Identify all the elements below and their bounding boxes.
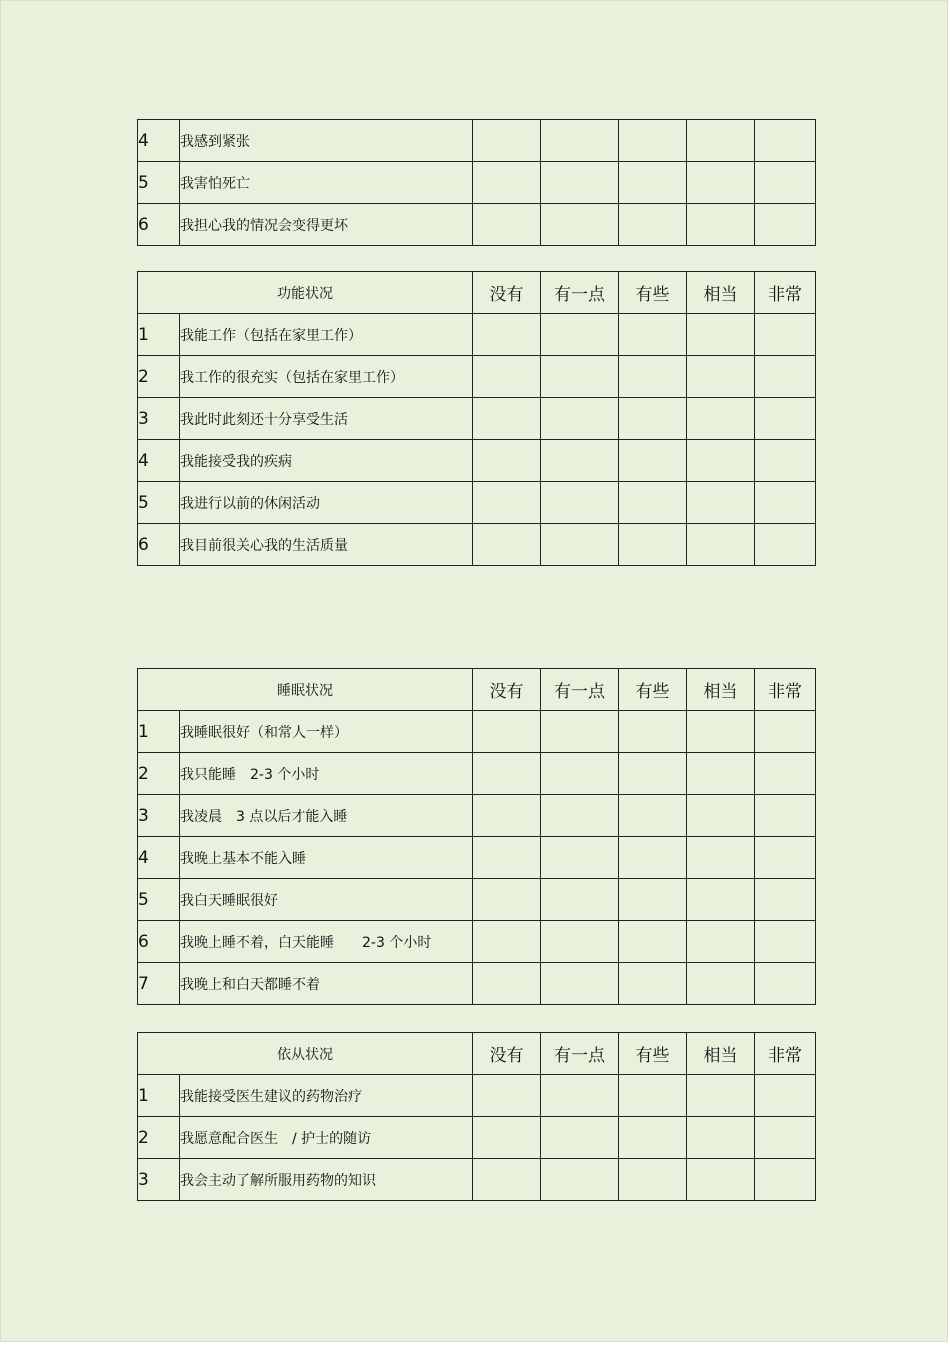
answer-cell-quite[interactable] — [687, 524, 755, 566]
answer-cell-a-little[interactable] — [541, 398, 619, 440]
answer-cell-none[interactable] — [473, 314, 541, 356]
answer-cell-a-little[interactable] — [541, 162, 619, 204]
answer-cell-very[interactable] — [755, 356, 816, 398]
answer-cell-none[interactable] — [473, 837, 541, 879]
function-table — [137, 271, 816, 566]
item-number: 5 — [138, 162, 180, 204]
answer-cell-quite[interactable] — [687, 120, 755, 162]
answer-cell-none[interactable] — [473, 1159, 541, 1201]
item-text: 我晚上睡不着，白天能睡 2-3 个小时 — [180, 921, 473, 963]
column-header-very: 非常 — [755, 669, 816, 711]
item-number: 3 — [138, 795, 180, 837]
answer-cell-somewhat[interactable] — [619, 921, 687, 963]
emotion-table-continued — [137, 119, 816, 246]
table-header-row — [138, 1033, 816, 1075]
table-row — [138, 1117, 816, 1159]
item-number: 2 — [138, 1117, 180, 1159]
column-header-somewhat: 有些 — [619, 272, 687, 314]
answer-cell-very[interactable] — [755, 795, 816, 837]
answer-cell-none[interactable] — [473, 1075, 541, 1117]
item-number: 6 — [138, 524, 180, 566]
table-header-row — [138, 669, 816, 711]
answer-cell-somewhat[interactable] — [619, 753, 687, 795]
answer-cell-somewhat[interactable] — [619, 795, 687, 837]
item-number: 6 — [138, 921, 180, 963]
answer-cell-a-little[interactable] — [541, 795, 619, 837]
item-text: 我能接受我的疾病 — [180, 440, 473, 482]
item-number: 1 — [138, 1075, 180, 1117]
answer-cell-none[interactable] — [473, 795, 541, 837]
sleep-table — [137, 668, 816, 1005]
answer-cell-quite[interactable] — [687, 162, 755, 204]
answer-cell-quite[interactable] — [687, 398, 755, 440]
answer-cell-somewhat[interactable] — [619, 204, 687, 246]
answer-cell-a-little[interactable] — [541, 120, 619, 162]
table-row — [138, 753, 816, 795]
column-header-very: 非常 — [755, 272, 816, 314]
answer-cell-none[interactable] — [473, 1117, 541, 1159]
table-row — [138, 963, 816, 1005]
table-row — [138, 162, 816, 204]
column-header-a-little: 有一点 — [541, 272, 619, 314]
item-text: 我会主动了解所服用药物的知识 — [180, 1159, 473, 1201]
answer-cell-none[interactable] — [473, 482, 541, 524]
answer-cell-a-little[interactable] — [541, 204, 619, 246]
table-row — [138, 120, 816, 162]
answer-cell-very[interactable] — [755, 398, 816, 440]
answer-cell-somewhat[interactable] — [619, 711, 687, 753]
item-text: 我担心我的情况会变得更坏 — [180, 204, 473, 246]
item-text: 我进行以前的休闲活动 — [180, 482, 473, 524]
answer-cell-very[interactable] — [755, 440, 816, 482]
answer-cell-somewhat[interactable] — [619, 879, 687, 921]
answer-cell-a-little[interactable] — [541, 440, 619, 482]
column-header-none: 没有 — [473, 272, 541, 314]
table-row — [138, 314, 816, 356]
answer-cell-very[interactable] — [755, 753, 816, 795]
answer-cell-very[interactable] — [755, 482, 816, 524]
answer-cell-very[interactable] — [755, 524, 816, 566]
answer-cell-somewhat[interactable] — [619, 837, 687, 879]
answer-cell-somewhat[interactable] — [619, 963, 687, 1005]
item-number: 5 — [138, 879, 180, 921]
answer-cell-none[interactable] — [473, 204, 541, 246]
item-text: 我此时此刻还十分享受生活 — [180, 398, 473, 440]
answer-cell-quite[interactable] — [687, 1117, 755, 1159]
answer-cell-very[interactable] — [755, 921, 816, 963]
item-text: 我能工作（包括在家里工作） — [180, 314, 473, 356]
answer-cell-quite[interactable] — [687, 711, 755, 753]
item-text: 我白天睡眠很好 — [180, 879, 473, 921]
table-row — [138, 482, 816, 524]
answer-cell-somewhat[interactable] — [619, 1159, 687, 1201]
item-number: 2 — [138, 753, 180, 795]
answer-cell-quite[interactable] — [687, 314, 755, 356]
column-header-quite: 相当 — [687, 1033, 755, 1075]
answer-cell-somewhat[interactable] — [619, 356, 687, 398]
table-row — [138, 204, 816, 246]
section-title: 功能状况 — [138, 272, 473, 314]
column-header-none: 没有 — [473, 669, 541, 711]
table-row — [138, 440, 816, 482]
answer-cell-quite[interactable] — [687, 921, 755, 963]
answer-cell-somewhat[interactable] — [619, 162, 687, 204]
answer-cell-somewhat[interactable] — [619, 1117, 687, 1159]
section-title: 睡眠状况 — [138, 669, 473, 711]
column-header-a-little: 有一点 — [541, 669, 619, 711]
answer-cell-very[interactable] — [755, 204, 816, 246]
item-text: 我工作的很充实（包括在家里工作） — [180, 356, 473, 398]
answer-cell-none[interactable] — [473, 524, 541, 566]
answer-cell-none[interactable] — [473, 963, 541, 1005]
item-number: 2 — [138, 356, 180, 398]
item-number: 3 — [138, 1159, 180, 1201]
answer-cell-a-little[interactable] — [541, 524, 619, 566]
answer-cell-quite[interactable] — [687, 837, 755, 879]
answer-cell-very[interactable] — [755, 711, 816, 753]
answer-cell-a-little[interactable] — [541, 1117, 619, 1159]
answer-cell-none[interactable] — [473, 753, 541, 795]
column-header-quite: 相当 — [687, 669, 755, 711]
answer-cell-very[interactable] — [755, 1117, 816, 1159]
item-number: 1 — [138, 314, 180, 356]
compliance-table — [137, 1032, 816, 1201]
item-number: 7 — [138, 963, 180, 1005]
item-text: 我睡眠很好（和常人一样） — [180, 711, 473, 753]
table-row — [138, 524, 816, 566]
table-header-row — [138, 272, 816, 314]
column-header-very: 非常 — [755, 1033, 816, 1075]
item-text: 我能接受医生建议的药物治疗 — [180, 1075, 473, 1117]
answer-cell-somewhat[interactable] — [619, 440, 687, 482]
answer-cell-very[interactable] — [755, 1159, 816, 1201]
item-number: 1 — [138, 711, 180, 753]
table-row — [138, 795, 816, 837]
answer-cell-quite[interactable] — [687, 482, 755, 524]
item-number: 5 — [138, 482, 180, 524]
answer-cell-none[interactable] — [473, 162, 541, 204]
answer-cell-a-little[interactable] — [541, 711, 619, 753]
column-header-somewhat: 有些 — [619, 669, 687, 711]
item-text: 我愿意配合医生 / 护士的随访 — [180, 1117, 473, 1159]
answer-cell-somewhat[interactable] — [619, 398, 687, 440]
answer-cell-quite[interactable] — [687, 356, 755, 398]
answer-cell-a-little[interactable] — [541, 921, 619, 963]
answer-cell-a-little[interactable] — [541, 1075, 619, 1117]
answer-cell-none[interactable] — [473, 921, 541, 963]
answer-cell-quite[interactable] — [687, 1159, 755, 1201]
item-text: 我害怕死亡 — [180, 162, 473, 204]
answer-cell-none[interactable] — [473, 356, 541, 398]
column-header-none: 没有 — [473, 1033, 541, 1075]
answer-cell-very[interactable] — [755, 837, 816, 879]
answer-cell-quite[interactable] — [687, 795, 755, 837]
answer-cell-somewhat[interactable] — [619, 482, 687, 524]
answer-cell-quite[interactable] — [687, 879, 755, 921]
answer-cell-none[interactable] — [473, 120, 541, 162]
item-number: 6 — [138, 204, 180, 246]
answer-cell-somewhat[interactable] — [619, 524, 687, 566]
answer-cell-quite[interactable] — [687, 204, 755, 246]
answer-cell-somewhat[interactable] — [619, 120, 687, 162]
table-row — [138, 356, 816, 398]
item-number: 4 — [138, 837, 180, 879]
answer-cell-none[interactable] — [473, 879, 541, 921]
answer-cell-none[interactable] — [473, 398, 541, 440]
answer-cell-a-little[interactable] — [541, 963, 619, 1005]
item-number: 4 — [138, 440, 180, 482]
answer-cell-very[interactable] — [755, 879, 816, 921]
answer-cell-a-little[interactable] — [541, 753, 619, 795]
item-text: 我晚上基本不能入睡 — [180, 837, 473, 879]
answer-cell-a-little[interactable] — [541, 837, 619, 879]
table-row — [138, 879, 816, 921]
answer-cell-a-little[interactable] — [541, 482, 619, 524]
answer-cell-quite[interactable] — [687, 1075, 755, 1117]
item-text: 我目前很关心我的生活质量 — [180, 524, 473, 566]
column-header-quite: 相当 — [687, 272, 755, 314]
item-text: 我凌晨 3 点以后才能入睡 — [180, 795, 473, 837]
answer-cell-very[interactable] — [755, 314, 816, 356]
answer-cell-very[interactable] — [755, 963, 816, 1005]
table-row — [138, 1075, 816, 1117]
table-row — [138, 921, 816, 963]
table-row — [138, 398, 816, 440]
table-row — [138, 1159, 816, 1201]
item-number: 3 — [138, 398, 180, 440]
answer-cell-quite[interactable] — [687, 440, 755, 482]
table-row — [138, 837, 816, 879]
item-text: 我晚上和白天都睡不着 — [180, 963, 473, 1005]
column-header-somewhat: 有些 — [619, 1033, 687, 1075]
answer-cell-somewhat[interactable] — [619, 314, 687, 356]
answer-cell-a-little[interactable] — [541, 879, 619, 921]
item-number: 4 — [138, 120, 180, 162]
answer-cell-a-little[interactable] — [541, 314, 619, 356]
answer-cell-somewhat[interactable] — [619, 1075, 687, 1117]
answer-cell-very[interactable] — [755, 1075, 816, 1117]
answer-cell-very[interactable] — [755, 120, 816, 162]
answer-cell-a-little[interactable] — [541, 356, 619, 398]
table-row — [138, 711, 816, 753]
answer-cell-quite[interactable] — [687, 963, 755, 1005]
item-text: 我只能睡 2-3 个小时 — [180, 753, 473, 795]
answer-cell-a-little[interactable] — [541, 1159, 619, 1201]
answer-cell-very[interactable] — [755, 162, 816, 204]
answer-cell-none[interactable] — [473, 711, 541, 753]
answer-cell-none[interactable] — [473, 440, 541, 482]
column-header-a-little: 有一点 — [541, 1033, 619, 1075]
answer-cell-quite[interactable] — [687, 753, 755, 795]
section-title: 依从状况 — [138, 1033, 473, 1075]
item-text: 我感到紧张 — [180, 120, 473, 162]
